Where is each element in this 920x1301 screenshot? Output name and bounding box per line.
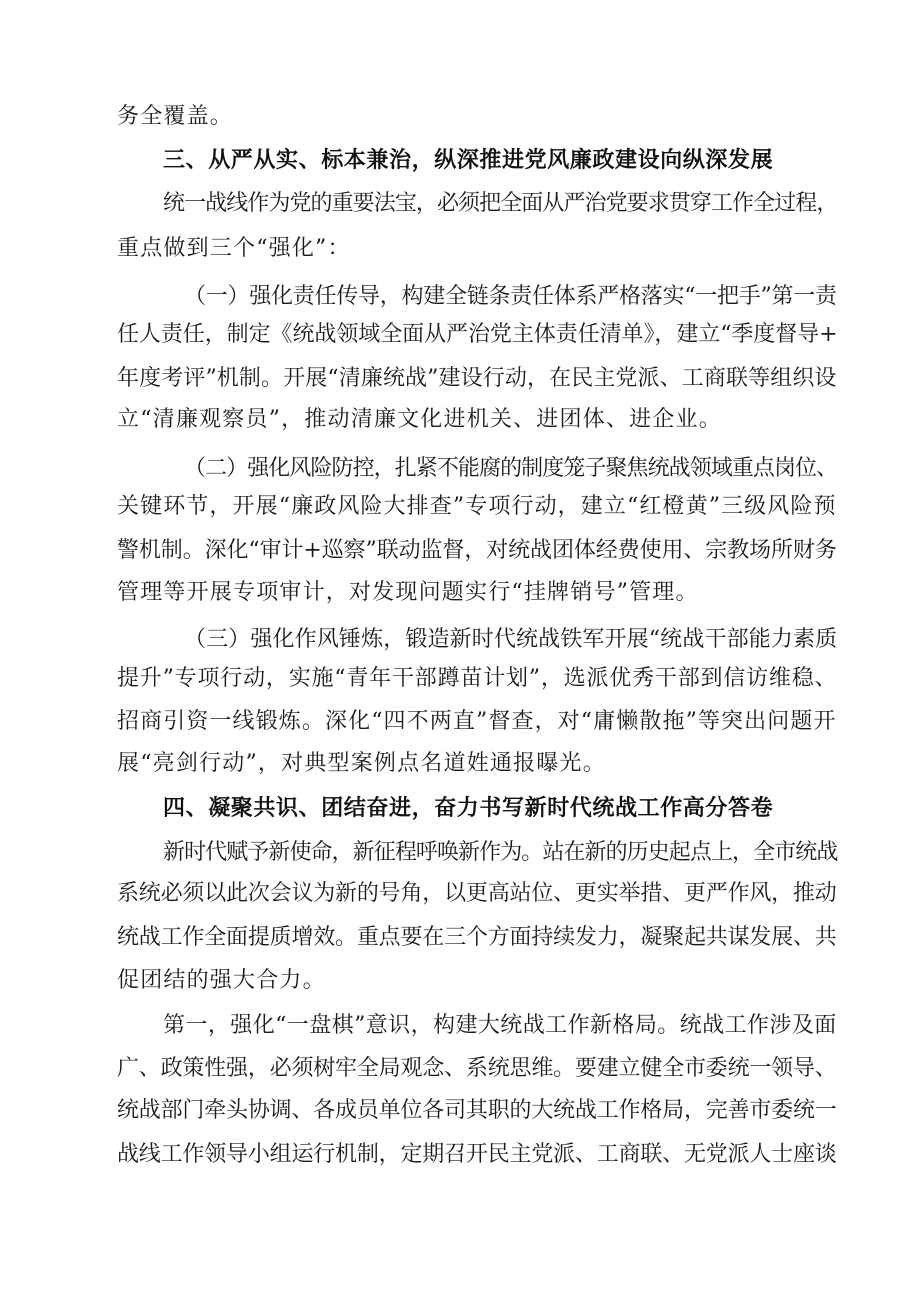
- text-line: 管理等开展专项审计，对发现问题实行“挂牌销号”管理。: [117, 580, 699, 605]
- text-line: 年度考评”机制。开展“清廉统战”建设行动，在民主党派、工商联等组织设: [117, 366, 837, 391]
- section-heading: 四、凝聚共识、团结奋进，奋力书写新时代统战工作高分答卷: [163, 796, 774, 821]
- text-line: 立“清廉观察员”，推动清廉文化进机关、进团体、进企业。: [117, 407, 722, 432]
- text-line: （一）强化责任传导，构建全链条责任体系严格落实“一把手”第一责: [184, 284, 837, 309]
- text-line: 务全覆盖。: [117, 104, 234, 129]
- text-line: 关键环节，开展“廉政风险大排查”专项行动，建立“红橙黄”三级风险预: [117, 494, 837, 519]
- text-line: 统一战线作为党的重要法宝，必须把全面从严治党要求贯穿工作全过程，: [163, 191, 838, 216]
- text-line: 新时代赋予新使命，新征程呼唤新作为。站在新的历史起点上，全市统战: [163, 840, 838, 865]
- text-line: （二）强化风险防控，扎紧不能腐的制度笼子聚焦统战领域重点岗位、: [184, 456, 838, 481]
- text-line: 广、政策性强，必须树牢全局观念、系统思维。要建立健全市委统一领导、: [117, 1056, 837, 1081]
- text-line: （三）强化作风锤炼，锻造新时代统战铁军开展“统战干部能力素质: [184, 627, 838, 652]
- text-line: 统战工作全面提质增效。重点要在三个方面持续发力，凝聚起共谋发展、共: [117, 925, 837, 950]
- text-line: 展“亮剑行动”，对典型案例点名道姓通报曝光。: [117, 751, 606, 776]
- text-line: 统战部门牵头协调、各成员单位各司其职的大统战工作格局，完善市委统一: [117, 1098, 837, 1123]
- text-line: 战线工作领导小组运行机制，定期召开民主党派、工商联、无党派人士座谈: [117, 1142, 837, 1167]
- text-line: 警机制。深化“审计+巡察”联动监督，对统战团体经费使用、宗教场所财务: [117, 538, 837, 563]
- text-line: 系统必须以此次会议为新的号角，以更高站位、更实举措、更严作风，推动: [117, 881, 837, 906]
- text-line: 任人责任，制定《统战领域全面从严治党主体责任清单》，建立“季度督导+: [117, 322, 838, 347]
- text-line: 重点做到三个“强化”：: [117, 236, 351, 261]
- text-line: 招商引资一线锻炼。深化“四不两直”督查，对“庸懒散拖”等突出问题开: [117, 709, 837, 734]
- section-heading: 三、从严从实、标本兼治，纵深推进党风廉政建设向纵深发展: [163, 148, 774, 173]
- text-line: 促团结的强大合力。: [117, 968, 326, 993]
- text-line: 提升”专项行动，实施“青年干部蹲苗计划”，选派优秀干部到信访维稳、: [117, 666, 838, 691]
- text-line: 第一，强化“一盘棋”意识，构建大统战工作新格局。统战工作涉及面: [163, 1013, 837, 1038]
